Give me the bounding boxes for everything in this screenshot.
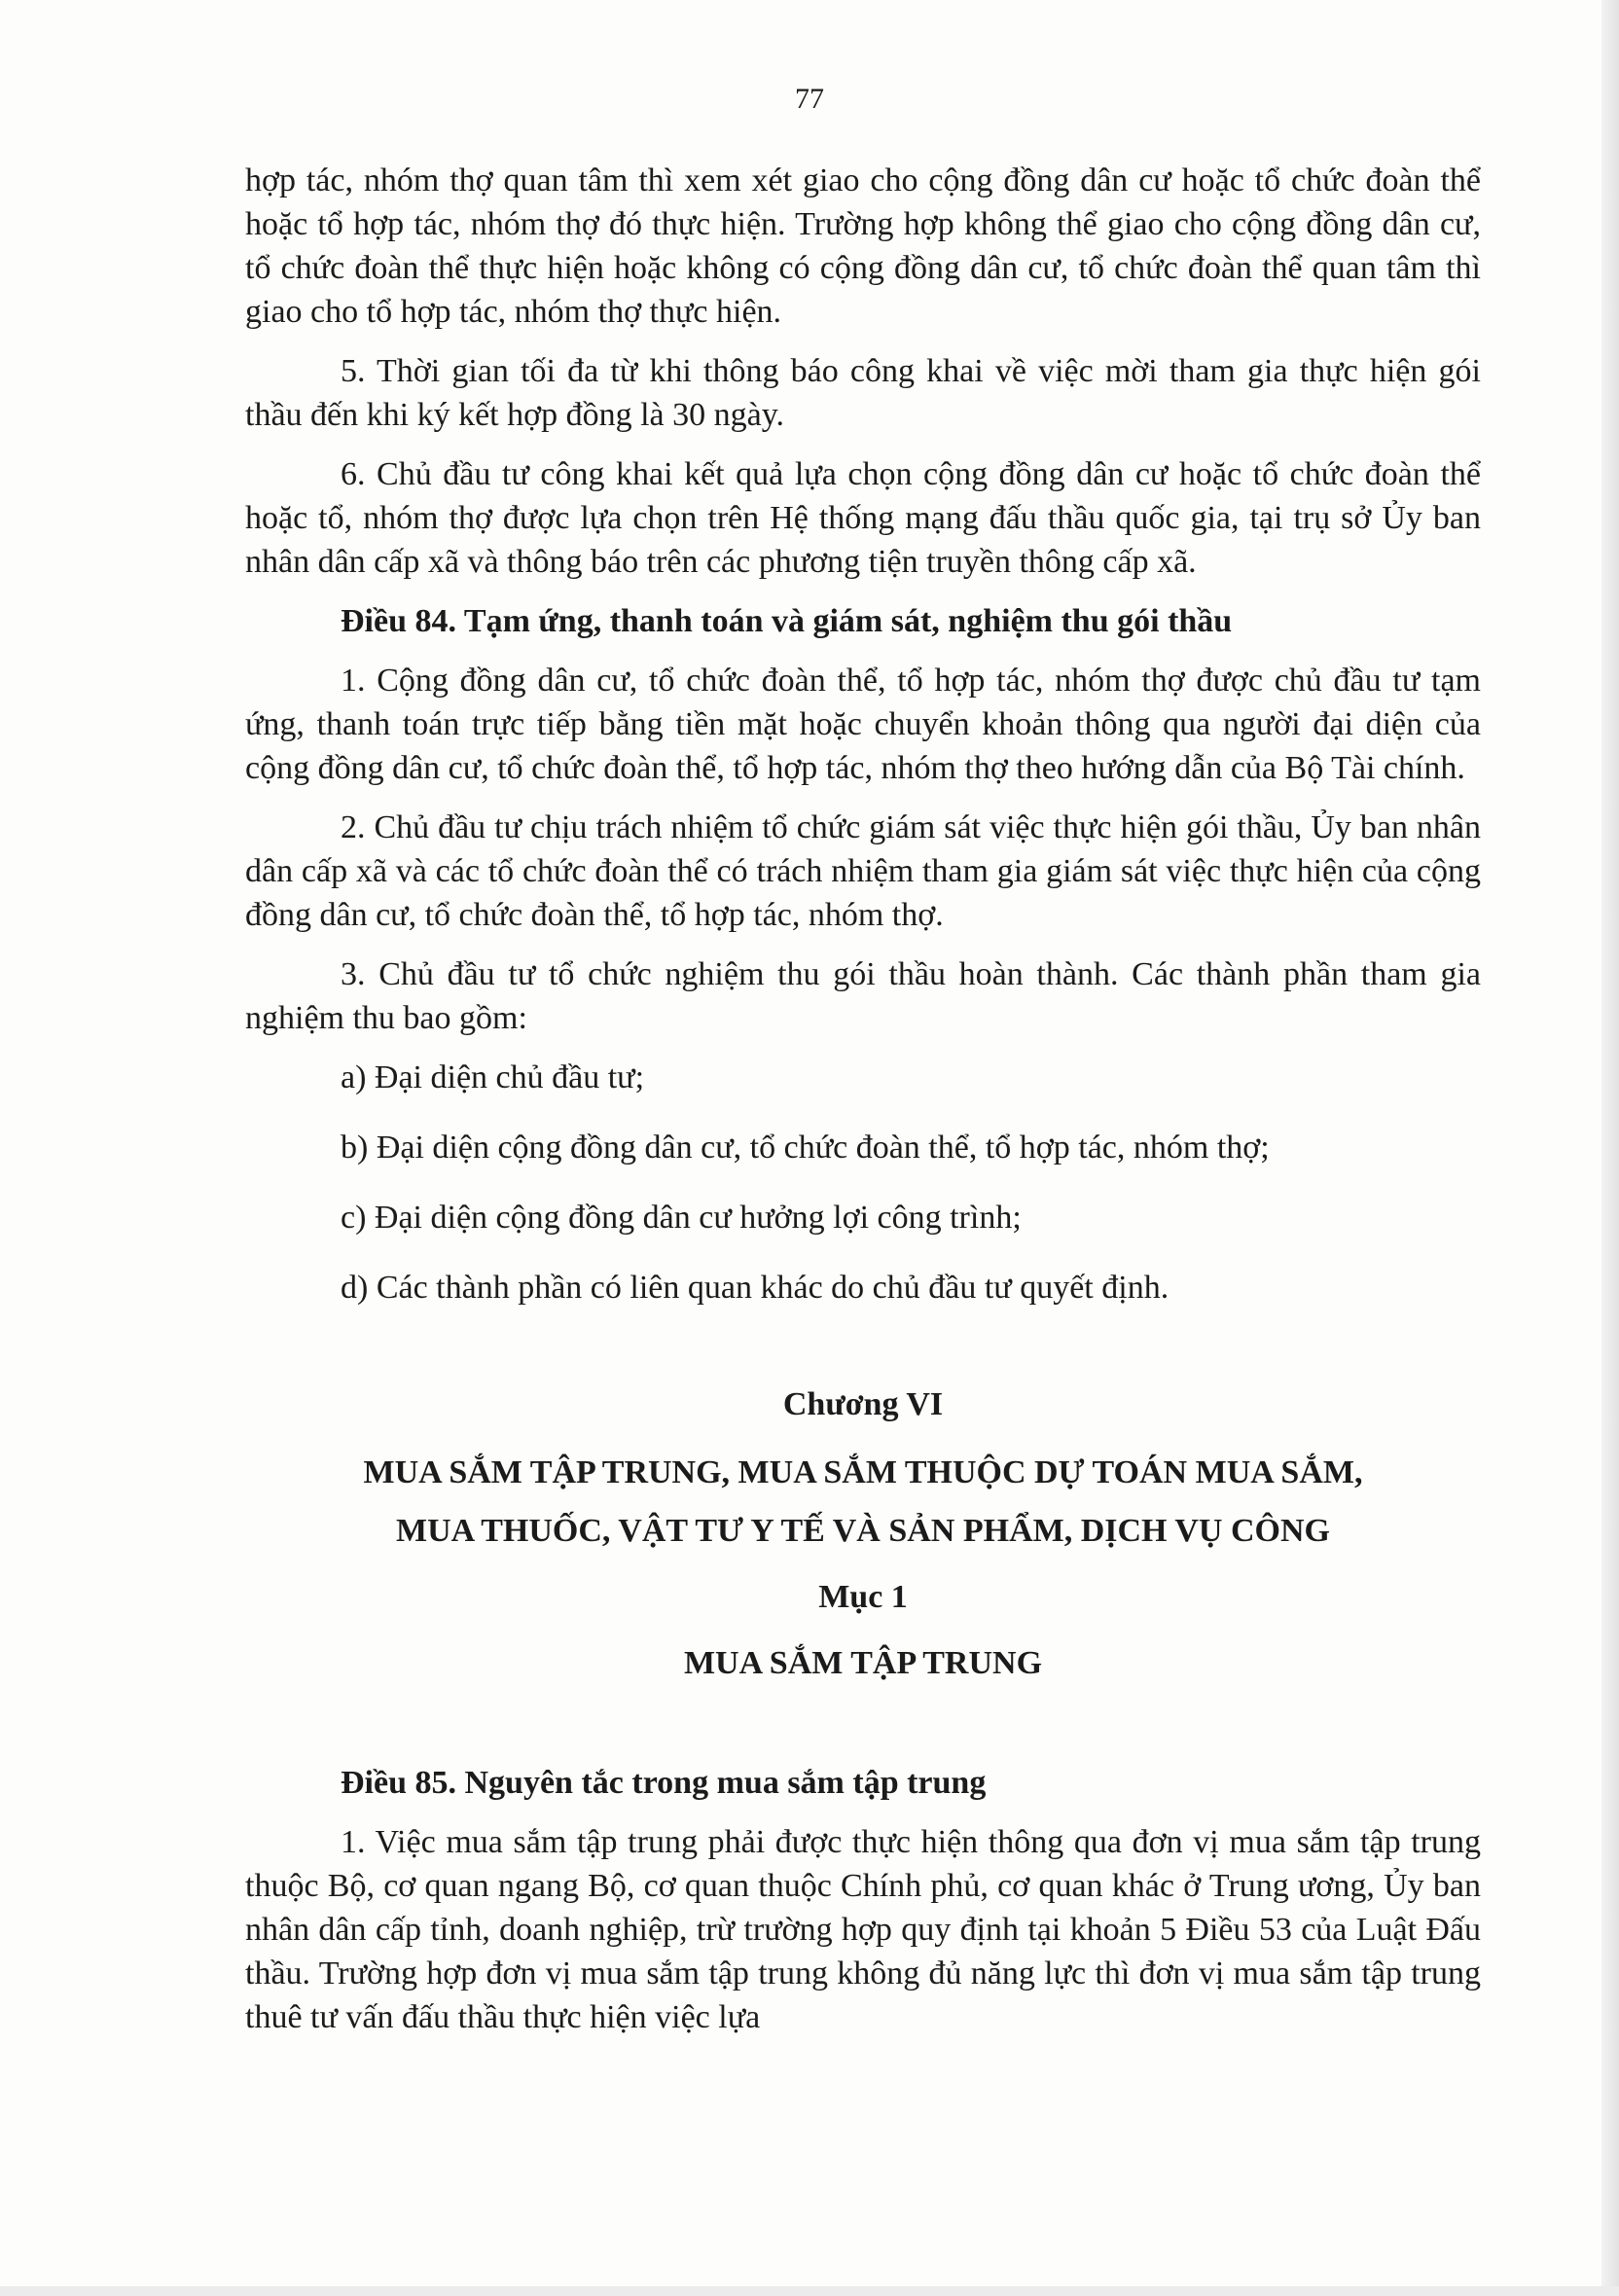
page-number: 77 (795, 83, 824, 115)
section-label: Mục 1 (818, 1579, 908, 1615)
paragraph-clause-5: 5. Thời gian tối đa từ khi thông báo công khai về việc mời tham gia thực hiện gói thầu đến khi ký kết hợp đồng là 30 ngày. (245, 353, 1481, 433)
document-body (245, 159, 1481, 2055)
article-85-clause-1: 1. Việc mua sắm tập trung phải được thực hiện thông qua đơn vị mua sắm tập trung thuộc Bộ, cơ quan ngang Bộ, cơ quan thuộc Chính phủ, cơ quan khác ở Trung ương, Ủy ban nhân dân cấp tỉnh, doanh nghiệp, trừ trường hợp quy định tại khoản 5 Điều 53 của Luật Đấu thầu. Trường hợp đơn vị mua sắm tập trung không đủ năng lực thì đơn vị mua sắm tập trung thuê tư vấn đấu thầu thực hiện việc lựa (245, 1824, 1481, 2035)
paragraph-clause-6: 6. Chủ đầu tư công khai kết quả lựa chọn cộng đồng dân cư hoặc tổ chức đoàn thể hoặc tổ, nhóm thợ được lựa chọn trên Hệ thống mạng đấu thầu quốc gia, tại trụ sở Ủy ban nhân dân cấp xã và thông báo trên các phương tiện truyền thông cấp xã. (245, 456, 1481, 580)
chapter-label: Chương VI (782, 1386, 944, 1422)
section-title: MUA SẮM TẬP TRUNG (683, 1645, 1043, 1681)
article-85-heading: Điều 85. Nguyên tắc trong mua sắm tập trung (341, 1765, 987, 1801)
chapter-title-line-2: MUA THUỐC, VẬT TƯ Y TẾ VÀ SẢN PHẨM, DỊCH VỤ CÔNG (396, 1513, 1330, 1549)
list-item-d: d) Các thành phần có liên quan khác do chủ đầu tư quyết định. (341, 1270, 1169, 1306)
scan-edge-bottom (0, 2286, 1619, 2296)
article-84-clause-2: 2. Chủ đầu tư chịu trách nhiệm tổ chức giám sát việc thực hiện gói thầu, Ủy ban nhân dân cấp xã và các tổ chức đoàn thể có trách nhiệm tham gia giám sát việc thực hiện của cộng đồng dân cư, tổ chức đoàn thể, tổ hợp tác, nhóm thợ. (245, 809, 1481, 933)
list-item-a: a) Đại diện chủ đầu tư; (341, 1059, 645, 1095)
list-item-b: b) Đại diện cộng đồng dân cư, tổ chức đoàn thể, tổ hợp tác, nhóm thợ; (341, 1130, 1270, 1166)
article-84-clause-3: 3. Chủ đầu tư tổ chức nghiệm thu gói thầu hoàn thành. Các thành phần tham gia nghiệm thu bao gồm: (245, 956, 1481, 1036)
list-item-c: c) Đại diện cộng đồng dân cư hưởng lợi công trình; (341, 1200, 1022, 1236)
scan-edge-right (1601, 0, 1619, 2296)
paragraph-continuation: hợp tác, nhóm thợ quan tâm thì xem xét giao cho cộng đồng dân cư hoặc tổ chức đoàn thể hoặc tổ hợp tác, nhóm thợ đó thực hiện. Trường hợp không thể giao cho cộng đồng dân cư, tổ chức đoàn thể thực hiện hoặc không có cộng đồng dân cư, tổ chức đoàn thể quan tâm thì giao cho tổ hợp tác, nhóm thợ thực hiện. (245, 162, 1481, 330)
article-84-heading: Điều 84. Tạm ứng, thanh toán và giám sát, nghiệm thu gói thầu (341, 603, 1233, 639)
chapter-title-line-1: MUA SẮM TẬP TRUNG, MUA SẮM THUỘC DỰ TOÁN MUA SẮM, (363, 1454, 1363, 1490)
article-84-clause-1: 1. Cộng đồng dân cư, tổ chức đoàn thể, tổ hợp tác, nhóm thợ được chủ đầu tư tạm ứng, thanh toán trực tiếp bằng tiền mặt hoặc chuyển khoản thông qua người đại diện của cộng đồng dân cư, tổ chức đoàn thể, tổ hợp tác, nhóm thợ theo hướng dẫn của Bộ Tài chính. (245, 663, 1481, 786)
chapter-heading (245, 1382, 1481, 1693)
